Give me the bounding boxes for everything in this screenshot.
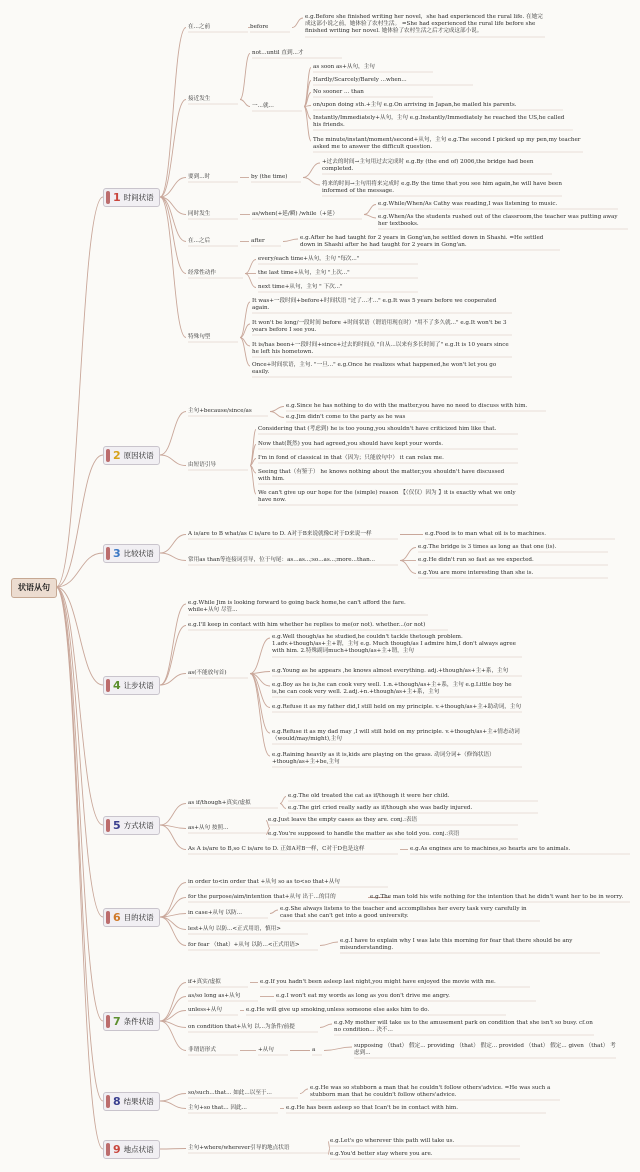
connector-c3-eg3 [400,561,416,574]
category-3 [103,544,160,563]
category-1 [103,188,160,207]
node-c1-nosooner: No sooner ... than [313,89,364,95]
node-c7-unless: unless+从句 [188,1007,222,1013]
connector-c3-as-than [160,553,186,561]
node-c1-tongshi: 同时发生 [188,211,211,217]
node-c4-eg6: e.g.Raining heavily as it is,kids are playing on the grass. 动词分词+（修饰状语）+though/as+主+be,主句 [272,752,495,766]
category-label: 目的状语 [123,913,154,922]
node-c7-aslong-eg: e.g.I won't eat my words as long as you don't drive me angry. [276,993,450,999]
node-c2-considering: Considering that (考虑到) he is too young,you shouldn't have criticized him like that. [258,426,497,432]
node-c7-plus: +从句 [258,1047,274,1053]
node-c7-supposing: supposing （that） 假定... providing （that） 假定... provided （that） 假定... given （that） 考虑到... [354,1043,616,1057]
node-c5-asif-eg2: e.g.The girl cried really sadly as if/though she was badly injured. [288,805,473,811]
node-c5-as: as+从句 按照... [188,825,229,831]
category-number: 4 [113,679,121,692]
connector-c2-eg1 [270,407,284,412]
node-c5-as-eg1: e.g.Just leave the empty cases as they are. conj.:表语 [268,817,418,823]
connector-root-cat8 [56,587,103,1101]
category-label: 条件状语 [123,1017,154,1026]
node-c1-hardly: Hardly/Scarcely/Barely ...when... [313,77,407,83]
node-c1-itwas: It was+一段时间+before+时间状语 "过了...才..." e.g.It was 5 years before we cooperated again. [252,298,497,312]
node-c3-as-than: 常用as than等连接词引导，位于句尾：as...as...;so...as...;more...than... [188,557,376,563]
connector-c6-forfear [160,917,186,946]
category-number: 1 [113,191,121,204]
node-c6-purpose: for the purpose/aim/intention that+从句 出于...的目的 [188,894,336,900]
node-c9-eg1: e.g.Let's go wherever this path will take us. [330,1138,455,1144]
category-8 [103,1092,160,1111]
connector-c9-main [160,1149,186,1150]
connector-c1-zai-zhiqian [160,28,186,198]
node-c4-eg5: e.g.Refuse it as my dad may ,I will still hold on my principle. v.+though/as+主+情态动词（would/may/might),主句 [272,729,520,743]
category-4 [103,676,160,695]
connector-c1-notuntil [240,54,250,100]
node-c8-sosuch: so/such...that... 如此...以至于... [188,1090,272,1096]
connector-root-cat9 [56,587,103,1149]
connector-c8-sosuch [160,1094,186,1102]
connector-root-cat5 [56,587,103,825]
node-c1-before-eg: e.g.Before she finished writing her novel，she had experienced the rural life. 在她完成这部小说之前，她体验了农村生活。 =She had experienced the rural life before she finished writing her novel. 她体验了农村生活之后才完成这部小说。 [305,14,543,35]
node-c1-notuntil: not...until 直到...才 [252,50,304,56]
node-c1-instantly: Instantly/Immediately+从句，主句 e.g.Instantly/Immediately he reached the US,he called his friends. [313,115,565,129]
node-c8-sosuch-eg: e.g.He was so stubborn a man that he couldn't follow others'advice. =He was such a stubborn man that he couldn't follow others'advice. [310,1085,551,1099]
node-c5-as-eg2: e.g.You're supposed to handle the matter as she told you. conj.:宾语 [268,831,460,837]
node-c1-itisbeen: It is/has been+一段时间+since+过去的时间点 "自从...以来有多长时间了" e.g.It is 10 years since he left his hometown. [252,342,509,356]
node-c7-nonlinked: 非谓语形式 [188,1047,216,1053]
node-c1-while-eg2: e.g.When/As the students rushed out of the classroom,the teacher was putting away her textbooks. [378,214,618,228]
node-c1-aswhen: as/when(+延/瞬) /while（+延） [252,211,338,217]
node-c3-eg3: e.g.You are more interesting than she is. [418,570,534,576]
connector-c2-main [160,412,186,456]
connector-c1-every [245,260,256,274]
node-c2-eg2: e.g.Jim didn't come to the party as he was [286,414,406,420]
category-label: 比较状语 [123,549,154,558]
node-c1-teshu: 特殊句型 [188,334,211,340]
node-c5-asif: as if/though+真实/虚拟 [188,800,251,806]
category-6 [103,908,160,927]
node-c4-while: e.g.While Jim is looking forward to going back home,he can't afford the fare. while+从句 尽管... [188,600,406,614]
connector-c1-yi-jiu [240,100,250,107]
connector-root-cat1 [56,197,103,587]
node-c7-oncondition-eg: e.g.My mother will take us to the amusement park on condition that she isn't so busy. cf.on no condition... 决不... [334,1020,593,1034]
connector-c8-sosuch-eg [300,1089,308,1094]
node-c7-oncondition: on condition that+从句 以...为条件/前提 [188,1024,295,1030]
node-c1-last: the last time+从句，主句 "上次..." [258,270,350,276]
connector-c1-by2 [303,178,320,186]
category-label: 地点状语 [123,1145,154,1154]
node-c6-purpose-eg: e.g.The man told his wife nothing for the intention that he didn't want her to be in worry. [370,894,624,900]
root-node-adverbial-clauses: 状语从句 [11,578,57,598]
category-label: 让步状语 [123,681,154,690]
category-number: 7 [113,1015,121,1028]
node-c1-itwont: It won't be long/一段时间 before +时间状语（谓语用现在时）"用不了多久就..." e.g.It won't be 3 years before I see you. [252,320,507,334]
connector-c7-oncondition-eg [320,1024,332,1028]
category-label: 原因状语 [123,451,154,460]
connector-c3-a-is [160,535,186,554]
connector-c4-eg1 [250,638,270,674]
connector-c5-asif-eg1 [280,797,286,804]
node-c4-as: as(不能放句首) [188,670,227,676]
node-c9-main: 主句+where/wherever引导的地点状语 [188,1145,290,1151]
node-c1-by2: 将来的时间→主句用将来完成时 e.g.By the time that you see him again,he will have been informed of the message. [322,181,562,195]
node-c8-so: 主句+so that... 因此... [188,1105,247,1111]
node-c1-by1: +过去的时间→主句用过去完成时 e.g.By (the end of) 2006,the bridge had been completed. [322,159,534,173]
node-c1-after-eg: e.g.After he had taught for 2 years in Gong'an,he settled down in Shashi. =He settled down in Shashi after he had taught for 2 years in Gong'an. [300,235,544,249]
node-c1-minute: The minute/instant/moment/second+从句，主句 e.g.The second I picked up my pen,my teacher asked me to answer the difficult question. [313,137,581,151]
node-c4-eg1: e.g.Well though/as he studied,he couldn't tackle thetough problem. 1.adv.+though/as+主+谓，主句 e.g. Much though/as I admire him,I don't always agree with him. 2.特殊副词much+though/as+主+谓，主句 [272,634,516,655]
connector-c7-nonlinked [160,1021,186,1051]
node-c2-eg1: e.g.Since he has nothing to do with the matter,you have no need to discuss with him. [286,403,528,409]
node-c7-aslong: as/so long as+从句 [188,993,241,999]
node-c1-assoon: as soon as+从句，主句 [313,64,375,70]
node-c5-asif-eg1: e.g.The old treated the cat as if/though it were her child. [288,793,450,799]
connector-c4-eg5 [250,674,270,734]
connector-c8-so [160,1101,186,1109]
connector-c1-while-eg2 [364,215,376,219]
node-c6-incase: in case+从句 以防... [188,910,242,916]
category-9 [103,1140,160,1159]
category-number: 6 [113,911,121,924]
connector-c1-after-eg [283,239,298,242]
node-c1-yi-jiu: 一...就... [252,103,274,109]
node-c6-lest: lest+从句 以防...<正式用语，慎用> [188,926,281,932]
node-c1-once: Once+时间状语，主句. "一旦..." e.g.Once he realizes what happened,he won't let you go easily. [252,362,497,376]
connector-root-cat2 [56,455,103,587]
connector-c6-inorder [160,883,186,918]
node-c5-ab-eg: e.g.As engines are to machines,so hearts are to animals. [410,846,571,852]
node-c6-forfear: for fear （that）+从句 以防...<正式用语> [188,942,300,948]
connector-c1-jingchang [160,197,186,274]
category-number: 3 [113,547,121,560]
node-c7-unless-eg: e.g.He will give up smoking,unless someone else asks him to do. [246,1007,430,1013]
node-c1-jingchang: 经常性动作 [188,270,216,276]
connector-c4-whether [160,626,186,686]
category-number: 5 [113,819,121,832]
connector-c1-while-eg1 [364,205,376,215]
node-c6-incase-eg: e.g.She always listens to the teacher and accomplishes her every task very carefully in case that she can't get into a good university. [280,906,527,920]
connector-c1-next [245,274,256,288]
connector-c7-supposing [324,1047,352,1051]
node-c2-main: 主句+because/since/as [188,408,252,414]
connector-c1-before-eg [292,18,303,28]
connector-c2-eg2 [270,412,284,418]
connector-c6-lest [160,917,186,930]
connector-c4-while [160,604,186,685]
node-c3-eg2: e.g.He didn't run so fast as we expected. [418,557,534,563]
connector-c5-asif [160,804,186,826]
node-c1-jiejin: 接近发生 [188,96,211,102]
connector-c3-eg1 [400,548,416,561]
node-c1-daole: 要到...时 [188,174,211,180]
node-c2-nowthat: Now that(既然) you had agreed,you should have kept your words. [258,441,444,447]
node-c1-next: next time+从句，主句 " 下次..." [258,284,343,290]
connector-c6-incase-eg [270,910,278,914]
node-c1-while-eg1: e.g.While/When/As Cathy was reading,I was listening to music. [378,201,558,207]
node-c1-before: before [250,24,269,30]
node-c1-after: after [251,238,265,244]
node-c4-eg3: e.g.Boy as he is,he can cook very well. 1.n.+though/as+主+系，主句 e.g.Little boy he is,he can cook very well. 2.adj.+n.+though/as+主+系，主句 [272,682,512,696]
category-5 [103,816,160,835]
connector-c5-asif-eg2 [280,804,286,809]
category-7 [103,1012,160,1031]
node-c1-zaizhihou: 在...之后 [188,238,211,244]
category-2 [103,446,160,465]
connector-c1-by1 [303,163,320,178]
node-c3-a-is: A is/are to B what/as C is/are to D. A对于B来说就像C对于D来说一样 [188,531,372,537]
node-c2-reason: We can't give up our hope for the (simple) reason 【（仅仅）因为 】it is exactly what we only have now. [258,490,516,504]
node-c6-inorder: in order to<in order that +从句 so as to<so that+从句 [188,879,340,885]
category-label: 时间状语 [123,193,154,202]
connector-c2-phrase [160,455,186,466]
node-c7-if: if+真实/虚拟 [188,979,221,985]
node-c3-eg1: e.g.The bridge is 3 times as long as that one (is). [418,544,557,550]
node-c4-eg2: e.g.Young as he appears ,he knows almost everything. adj.+though/as+主+系，主句 [272,668,509,674]
node-c7-if-eg: e.g.If you hadn't been asleep last night,you might have enjoyed the movie with me. [260,979,496,985]
node-c1-every: every/each time+从句，主句 "每次..." [258,256,360,262]
node-c4-whether: e.g.I'll keep in contact with him whether he replies to me(or not). whether...(or not) [188,622,426,628]
category-number: 2 [113,449,121,462]
connector-root-cat7 [56,587,103,1021]
node-c8-so-eg: e.g.He has been asleep so that Ican't be in contact with him. [286,1105,458,1111]
node-c2-fond: I'm in fond of classical in that（因为；只能放句中） it can relax me. [258,455,444,461]
category-label: 方式状语 [123,821,154,830]
node-c6-forfear-eg: e.g.I have to explain why I was late this morning for fear that there should be any misunderstanding. [340,938,573,952]
node-c1-onupon: on/upon doing sth.+主句 e.g.On arriving in Japan,he mailed his parents. [313,102,517,108]
node-c2-seeing: Seeing that（有鉴于） he knows nothing about the matter,you shouldn't have discussed with him. [258,469,505,483]
node-c1-by: by (the time) [251,174,288,180]
node-c1-zai-zhiqian: 在...之前 [188,24,211,30]
node-c7-a: a [312,1047,316,1053]
node-c9-eg2: e.g.You'd better stay where you are. [330,1151,433,1157]
category-number: 8 [113,1095,121,1108]
node-c2-phrase: 由短语引导 [188,462,216,468]
connector-c2-considering [250,430,256,466]
connector-c7-aslong [160,997,186,1022]
connector-c6-forfear-eg [320,942,338,946]
category-label: 结果状语 [123,1097,154,1106]
node-c4-eg4: e.g.Refuse it as my father did,I still held on my principle. v.+though/as+主+助动词，主句 [272,704,522,710]
category-number: 9 [113,1143,121,1156]
node-c3-a-eg: e.g.Food is to man what oil is to machines. [425,531,547,537]
connector-c1-itwas [240,302,250,338]
node-c5-ab: As A is/are to B,so C is/are to D. 正如A对B一样，C对于D也是这样 [188,846,365,852]
